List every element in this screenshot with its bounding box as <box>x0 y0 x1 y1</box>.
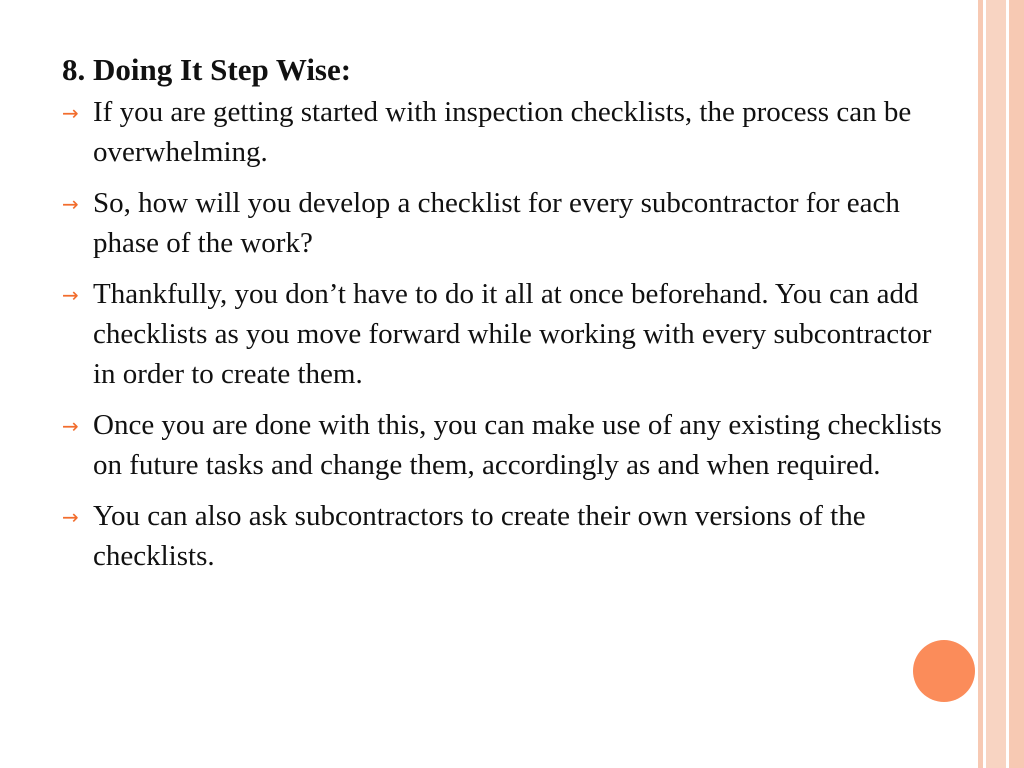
bullet-text: Thankfully, you don’t have to do it all at once beforehand. You can add checklists as you move forward while working with every subcontractor in order to create them. <box>93 278 932 390</box>
slide-heading: 8. Doing It Step Wise: <box>62 52 352 87</box>
slide-content <box>62 50 942 587</box>
bullet-item <box>62 274 942 394</box>
right-arrow-icon: → <box>62 283 79 307</box>
decorative-circle <box>913 640 975 702</box>
bullet-item <box>62 405 942 485</box>
bullet-text: You can also ask subcontractors to create their own versions of the checklists. <box>93 500 866 572</box>
bullet-text: So, how will you develop a checklist for every subcontractor for each phase of the work? <box>93 187 900 259</box>
bullet-item <box>62 183 942 263</box>
right-arrow-icon: → <box>62 505 79 529</box>
right-arrow-icon: → <box>62 101 79 125</box>
bullet-item <box>62 92 942 172</box>
right-border-stripe <box>1009 0 1024 768</box>
bullet-text: Once you are done with this, you can make use of any existing checklists on future tasks and change them, accordingly as and when required. <box>93 409 942 481</box>
bullet-list <box>62 92 942 576</box>
right-arrow-icon: → <box>62 192 79 216</box>
bullet-text: If you are getting started with inspection checklists, the process can be overwhelming. <box>93 96 912 168</box>
right-arrow-icon: → <box>62 414 79 438</box>
bullet-item <box>62 496 942 576</box>
right-border-stripe <box>986 0 1006 768</box>
